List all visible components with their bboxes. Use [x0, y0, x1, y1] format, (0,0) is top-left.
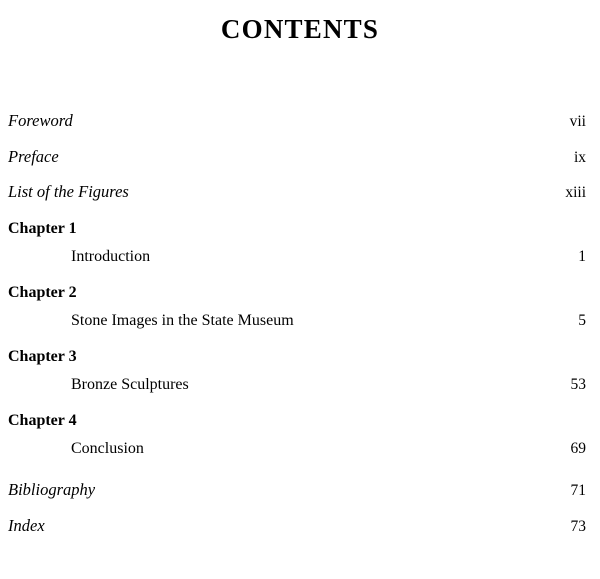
toc-entry-label: List of the Figures — [8, 182, 129, 201]
chapter-heading: Chapter 3 — [8, 348, 77, 365]
chapter-list — [8, 220, 586, 458]
toc-entry-page: xiii — [565, 184, 586, 201]
list-item[interactable] — [8, 376, 586, 394]
chapter-heading: Chapter 1 — [8, 220, 77, 237]
toc-entry-label: Preface — [8, 146, 59, 166]
list-item[interactable] — [8, 440, 586, 458]
list-item[interactable] — [8, 480, 586, 500]
list-item[interactable] — [8, 147, 586, 167]
chapter-block — [8, 220, 586, 266]
toc-entry-label: Conclusion — [71, 440, 144, 457]
toc-entry-label: Bronze Sculptures — [71, 376, 189, 393]
toc-entry-page: vii — [569, 113, 586, 130]
toc-entry-label: Bibliography — [8, 480, 96, 499]
toc-entry-page: 73 — [570, 518, 586, 535]
toc-entry-page: 69 — [570, 440, 586, 457]
chapter-block — [8, 284, 586, 330]
chapter-block — [8, 348, 586, 394]
toc-entry-label: Foreword — [8, 111, 73, 130]
toc-entry-page: 71 — [570, 482, 586, 499]
list-item[interactable] — [8, 312, 586, 330]
toc-entry-page: 1 — [578, 248, 586, 265]
table-of-contents-page — [0, 14, 600, 579]
back-matter-list — [8, 480, 586, 536]
list-item[interactable] — [8, 182, 586, 202]
toc-body — [0, 111, 600, 536]
front-matter-list — [8, 111, 586, 202]
toc-entry-label: Index — [8, 516, 45, 535]
list-item[interactable] — [8, 111, 586, 131]
chapter-heading: Chapter 4 — [8, 412, 77, 429]
chapter-heading: Chapter 2 — [8, 284, 77, 301]
list-item[interactable] — [8, 516, 586, 536]
toc-entry-label: Introduction — [71, 248, 151, 265]
list-item[interactable] — [8, 248, 586, 266]
toc-entry-page: ix — [573, 148, 586, 166]
chapter-block — [8, 412, 586, 458]
toc-entry-label: Stone Images in the State Museum — [71, 312, 294, 329]
toc-entry-page: 53 — [570, 376, 586, 393]
toc-entry-page: 5 — [578, 312, 586, 329]
page-title: CONTENTS — [220, 14, 380, 44]
